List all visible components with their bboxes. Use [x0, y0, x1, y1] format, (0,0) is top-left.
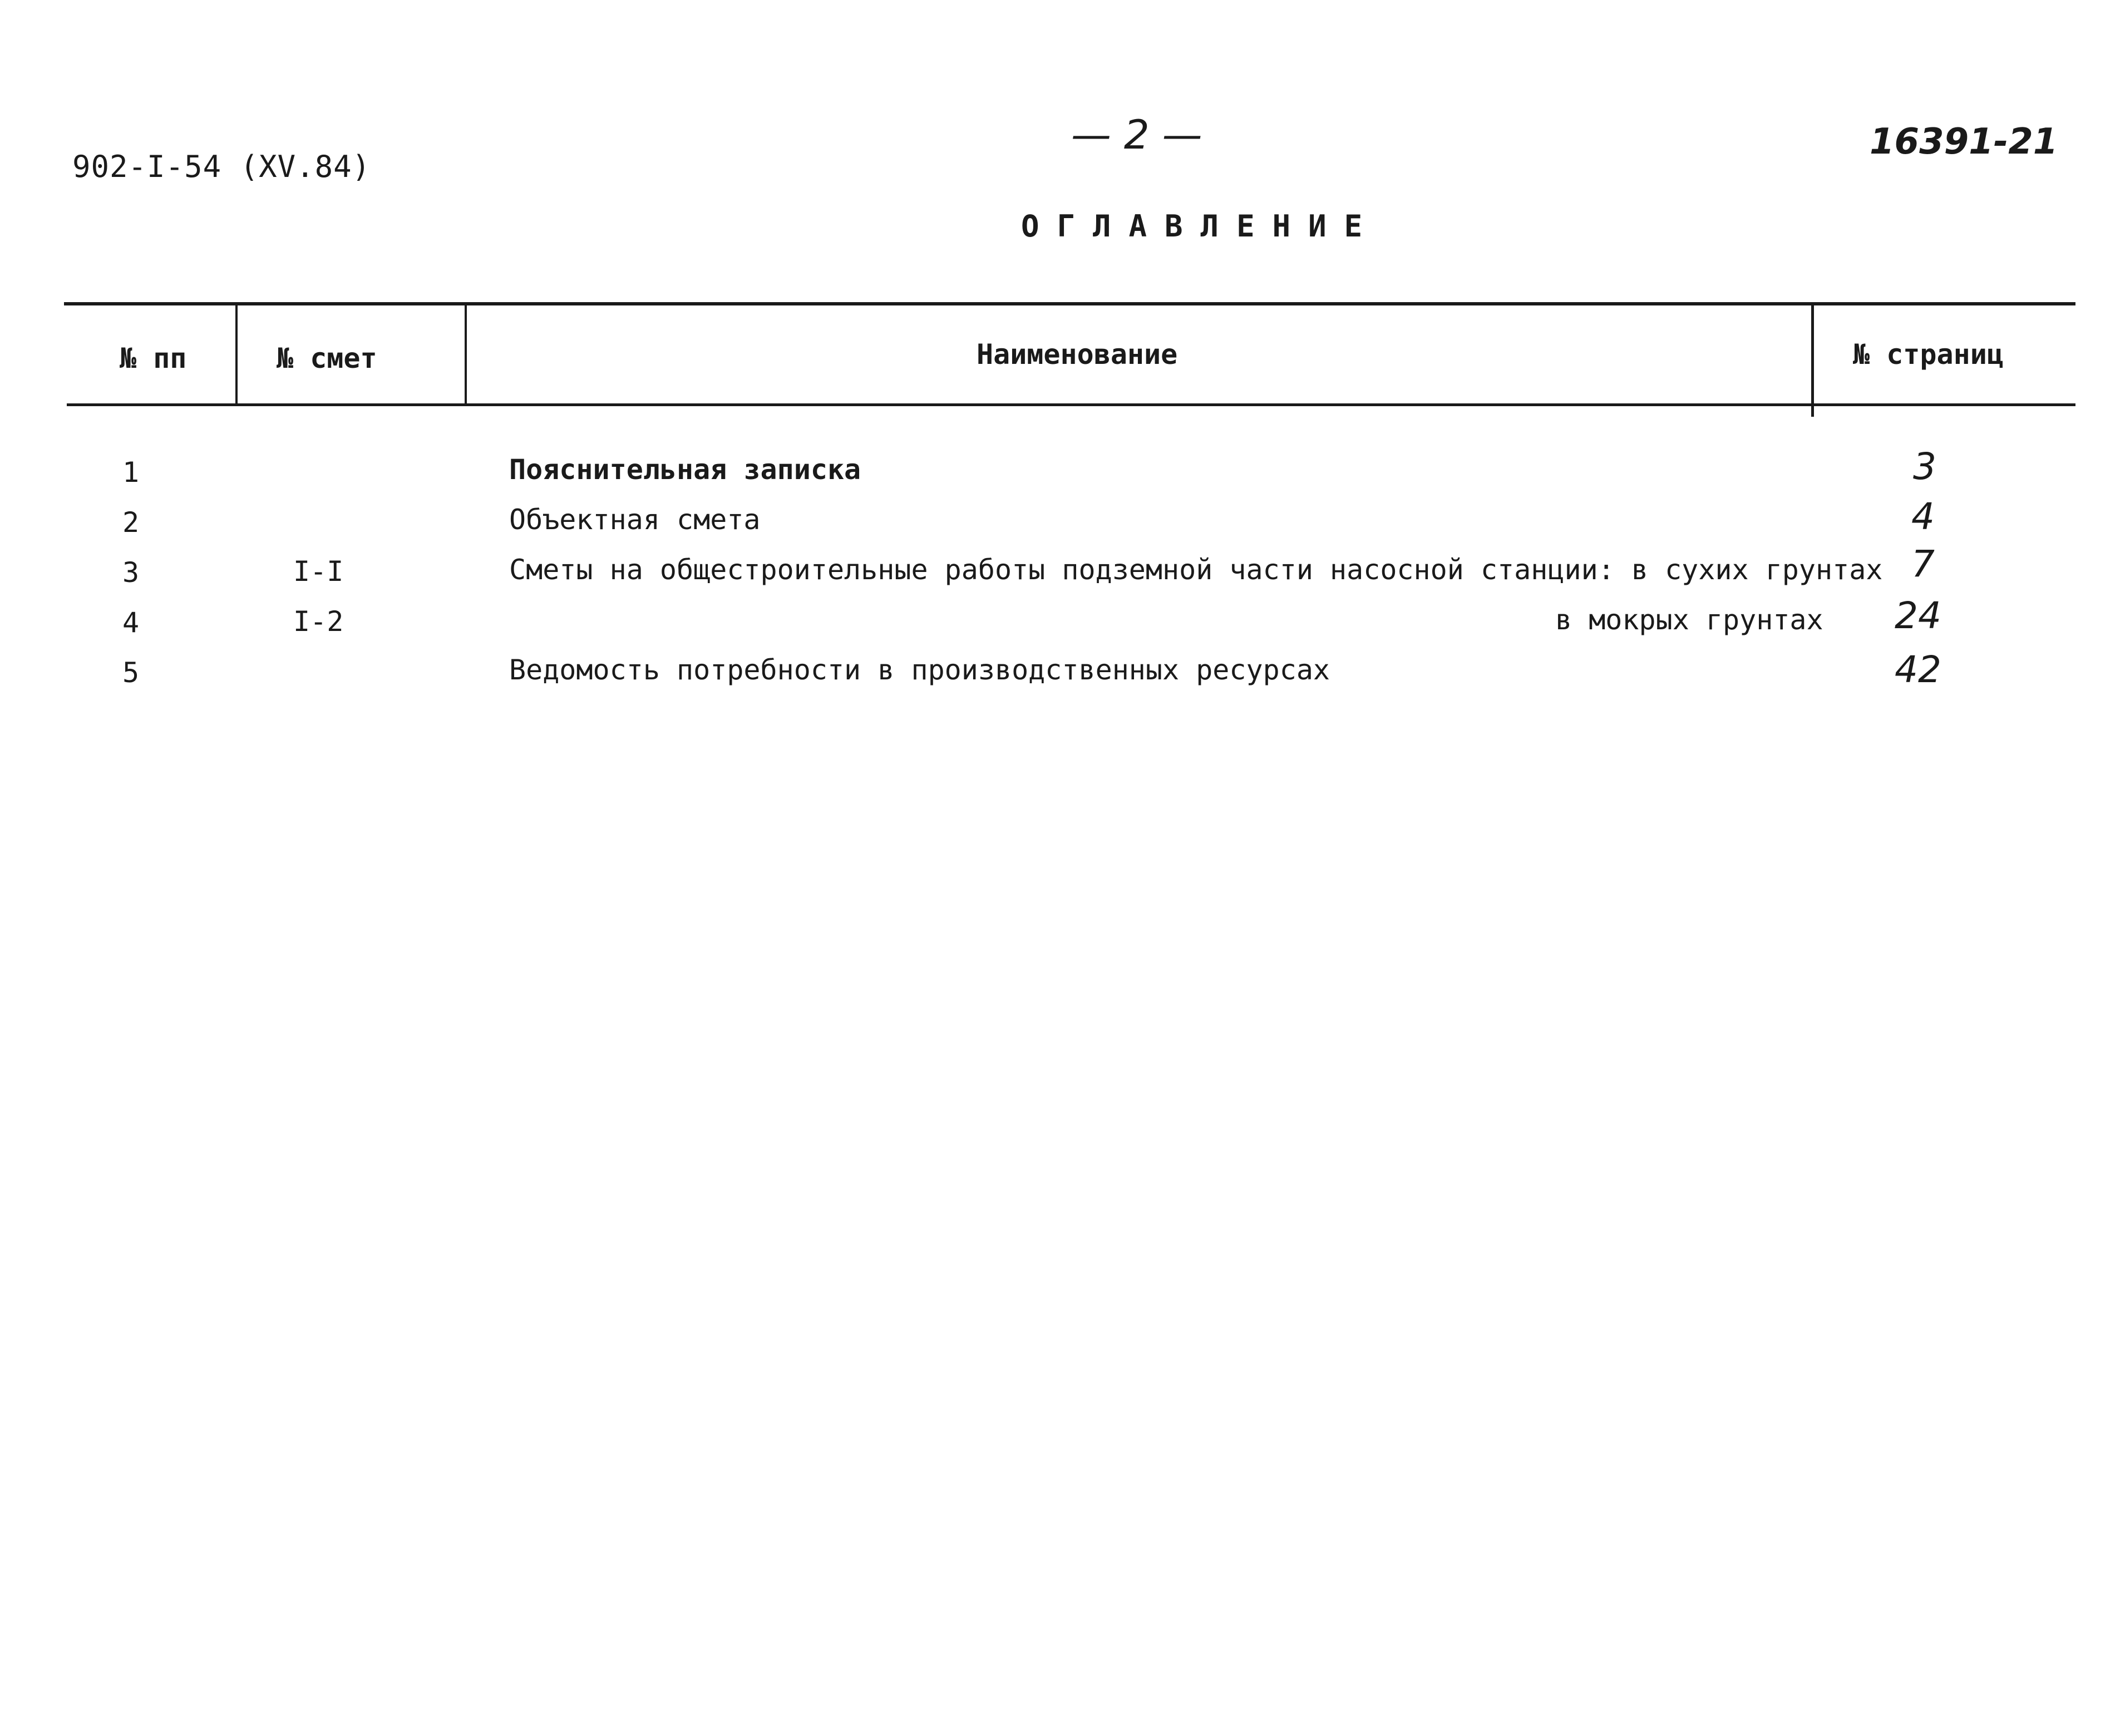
column-header-smeta: № смет [277, 342, 377, 374]
archive-number: 16391-21 [1870, 121, 2058, 162]
row-smeta: I-I [293, 555, 344, 588]
document-code: 902-I-54 (XV.84) [72, 149, 371, 184]
row-smeta: I-2 [293, 605, 344, 638]
column-divider-1 [235, 302, 238, 406]
row-name: Объектная смета [509, 504, 761, 536]
column-header-pages: № страниц [1853, 338, 2004, 371]
row-page: 4 [1911, 495, 1935, 538]
row-number: 2 [122, 506, 140, 539]
row-number: 3 [122, 556, 140, 589]
row-name: в мокрых грунтах [1555, 604, 1823, 636]
column-header-number: № пп [120, 342, 187, 374]
row-page: 24 [1895, 594, 1941, 637]
row-page: 42 [1895, 648, 1941, 691]
row-page: 3 [1913, 445, 1936, 488]
row-page: 7 [1911, 542, 1935, 585]
row-name: Пояснительная записка [509, 453, 861, 486]
row-name: Ведомость потребности в производственных ресурсах [509, 654, 1330, 686]
page-title: ОГЛАВЛЕНИЕ [1021, 209, 1380, 244]
table-header-bottom-border [67, 403, 2075, 406]
row-number: 5 [122, 657, 140, 689]
column-divider-2 [465, 305, 467, 406]
page-number: — 2 — [1071, 111, 1202, 158]
row-number: 1 [122, 456, 140, 489]
table-top-border [64, 302, 2075, 305]
row-number: 4 [122, 606, 140, 639]
row-name: Сметы на общестроительные работы подземной части насосной станции: в сухих грунтах [509, 554, 1883, 586]
column-divider-3 [1811, 305, 1814, 417]
column-header-name: Наименование [977, 338, 1178, 371]
